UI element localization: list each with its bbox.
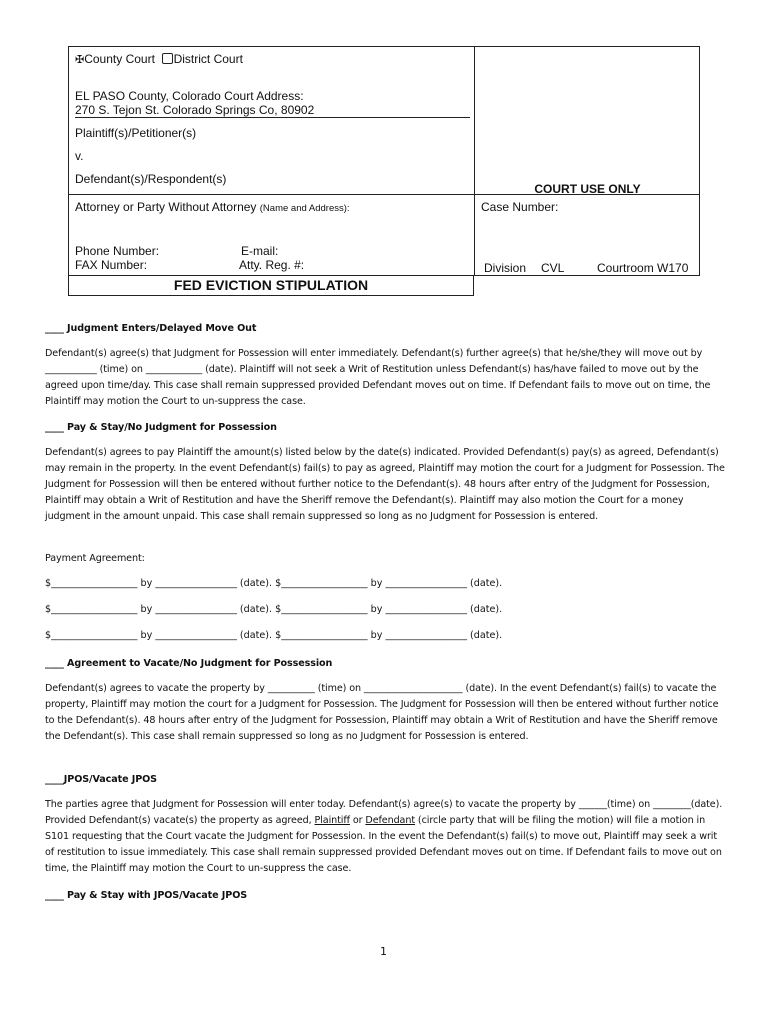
defendant-option[interactable]: Defendant xyxy=(365,815,415,826)
versus-label: v. xyxy=(75,149,84,163)
county-court-label: County Court xyxy=(84,52,155,66)
document-title: FED EVICTION STIPULATION xyxy=(68,276,474,296)
payment-row-2[interactable]: $__________________ by _________________ (date). $__________________ by _________________ (date). xyxy=(45,604,503,615)
attorney-text: Attorney or Party Without Attorney xyxy=(75,200,257,214)
boxed-x-icon[interactable]: ✠ xyxy=(75,54,85,66)
section-5-heading: ____ Pay & Stay with JPOS/Vacate JPOS xyxy=(45,890,248,901)
county-line: EL PASO County, Colorado Court Address: xyxy=(75,89,304,103)
plaintiff-option[interactable]: Plaintiff xyxy=(314,815,350,826)
address-underline xyxy=(75,117,470,118)
defendant-label: Defendant(s)/Respondent(s) xyxy=(75,172,227,186)
case-number-label: Case Number: xyxy=(481,200,559,214)
division-label: Division xyxy=(484,261,527,275)
court-selection xyxy=(75,52,243,67)
courtroom-label: Courtroom W170 xyxy=(597,261,689,275)
attorney-small-text: (Name and Address): xyxy=(259,203,350,214)
section-2-paragraph: Defendant(s) agrees to pay Plaintiff the amount(s) listed below by the date(s) indicated. Provided Defendant(s) pay(s) as agreed, Defendant(s) may remain in the property. In the event Defendant(s) fail(s) to pay as agreed, Plaintiff may motion the court for a Judgment for Possession. The Judgment for Possession will then be entered without further notice to the Defendant(s). 48 hours after entry of the Judgment for Possession, Plaintiff may obtain a Writ of Restitution and have the Sheriff remove the Defendant(s). Plaintiff may also motion the Court for a money judgment in the amount unpaid. This case shall remain suppressed so long as no Judgment for Possession is entered. xyxy=(45,447,725,522)
court-address: 270 S. Tejon St. Colorado Springs Co, 80902 xyxy=(75,103,315,117)
payment-agreement-label: Payment Agreement: xyxy=(45,553,145,564)
caption-divider-vertical xyxy=(474,47,475,275)
fax-label: FAX Number: xyxy=(75,258,148,272)
section-4-paragraph: The parties agree that Judgment for Possession will enter today. Defendant(s) agree(s) to vacate the property by ______(time) on ________(date). Provided Defendant(s) vacate(s) the property as agreed, Plaintiff or Defendant (circle party that will be filing the motion) will file a motion in S101 requesting that the Court vacate the Judgment for Possession. In the event the Defendant(s) fail(s) to move out, Plaintiff may seek a writ of restitution to issue immediately. This case shall remain suppressed provided Defendant moves out on time. If Defendant fails to move out on time, the Plaintiff may motion the Court to un-suppress the case. xyxy=(45,799,723,874)
caption-box xyxy=(68,46,700,276)
section-1-heading: ____ Judgment Enters/Delayed Move Out xyxy=(45,323,257,334)
plaintiff-label: Plaintiff(s)/Petitioner(s) xyxy=(75,126,197,140)
section-3-heading: ____ Agreement to Vacate/No Judgment for Possession xyxy=(45,658,333,669)
payment-row-1[interactable]: $__________________ by _________________ (date). $__________________ by _________________ (date). xyxy=(45,578,503,589)
section-1-paragraph: Defendant(s) agree(s) that Judgment for Possession will enter immediately. Defendant(s) further agree(s) that he/she/they will move out by ___________ (time) on ____________ (date). Plaintiff will not seek a Writ of Restitution unless Defendant(s) has/have failed to move out by the agreed upon time/day. This case shall remain suppressed provided Defendant moves out on time. If Defendant fails to move out on time, the Plaintiff may motion the Court to un-suppress the case. xyxy=(45,348,711,407)
empty-checkbox-icon[interactable] xyxy=(162,53,173,64)
section-3-paragraph: Defendant(s) agrees to vacate the property by __________ (time) on _____________________ (date). In the event Defendant(s) fail(s) to vacate the property, Plaintiff may motion the court for a Judgment for Possession. The Judgment for Possession will then be entered without further notice to the Defendant(s). 48 hours after entry of the Judgment for Possession, Plaintiff may obtain a Writ of Restitution and have the Sheriff remove the Defendant(s). This case shall remain suppressed so long as no Judgment for Possession is entered. xyxy=(45,683,719,742)
page-number: 1 xyxy=(380,945,387,958)
phone-label: Phone Number: xyxy=(75,244,160,258)
district-court-label: District Court xyxy=(173,52,243,66)
payment-row-3[interactable]: $__________________ by _________________ (date). $__________________ by _________________ (date). xyxy=(45,630,503,641)
division-value: CVL xyxy=(541,261,565,275)
court-use-only: COURT USE ONLY xyxy=(534,182,641,196)
atty-reg-label: Atty. Reg. #: xyxy=(239,258,305,272)
section-2-heading: ____ Pay & Stay/No Judgment for Possession xyxy=(45,422,277,433)
section-4-heading: ____JPOS/Vacate JPOS xyxy=(45,774,157,785)
attorney-label xyxy=(75,200,350,216)
email-label: E-mail: xyxy=(241,244,279,258)
